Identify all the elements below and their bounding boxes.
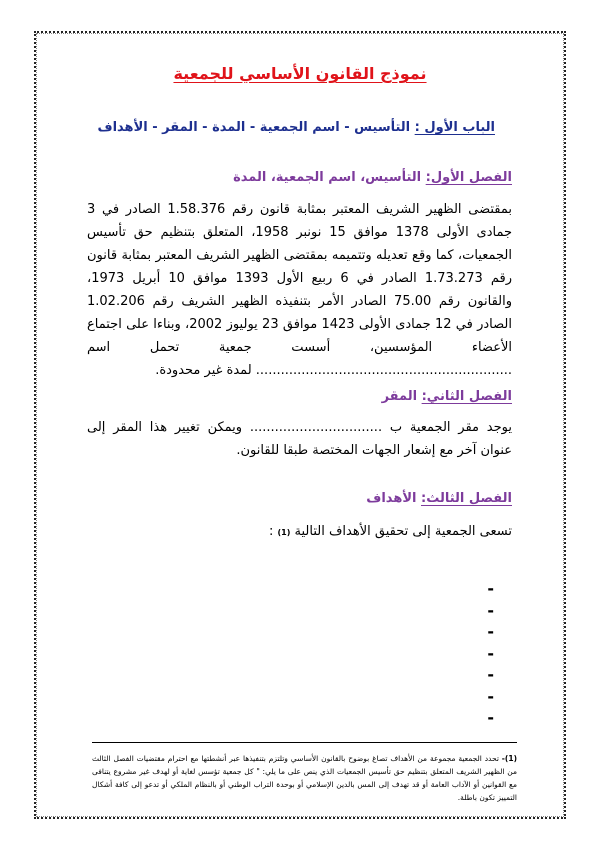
- section-1-heading-lead: الفصل الأول:: [425, 170, 512, 185]
- section-1-heading: [233, 170, 512, 185]
- footnote-number: (1)-: [501, 754, 517, 763]
- objective-item: -: [487, 686, 494, 706]
- objectives-list: [487, 578, 494, 729]
- document-title-text: نموذج القانون الأساسي للجمعية: [173, 64, 427, 83]
- section-2-heading-rest: المقر: [381, 389, 422, 404]
- section-3-heading: [366, 491, 512, 506]
- objective-item: -: [487, 600, 494, 620]
- objective-item: -: [487, 708, 494, 727]
- footnote: [92, 752, 517, 804]
- chapter-heading-lead: الباب الأول :: [414, 120, 495, 135]
- section-2-heading: [382, 389, 512, 404]
- document-title: [0, 64, 600, 83]
- section-3-intro: [87, 520, 512, 544]
- footnote-text: تحدد الجمعية مجموعة من الأهداف تصاغ بوضوح بالقانون الأساسي وتلتزم بتنفيذها عبر أنشطتها مع احترام مقتضيات الفصل الثالث من الظهير الشريف المتعلق بتنظيم حق تأسيس الجمعيات الذي ينص على ما يلي: " كل جمعية تؤسس لغاية أو لهدف غير مشروع يتنافى مع القوانين أو الآداب العامة أو قد تهدف إلى المس بالدين الإسلامي أو بوحدة التراب الوطني أو بالنظام الملكي أو تدعو إلى كافة أشكال التمييز تكون باطلة.: [92, 754, 517, 802]
- footnote-separator: [92, 742, 517, 743]
- section-1-heading-rest: التأسيس، اسم الجمعية، المدة: [233, 170, 426, 185]
- section-2-heading-lead: الفصل الثاني:: [421, 389, 512, 404]
- chapter-heading: [97, 120, 495, 135]
- section-2-body: يوجد مقر الجمعية ب ................................ ويمكن تغيير هذا المقر إلى عنوان آخر مع إشعار الجهات المختصة طبقا للقانون.: [87, 420, 512, 458]
- objective-item: -: [487, 622, 494, 641]
- section-1-body: بمقتضى الظهير الشريف المعتبر بمثابة قانون رقم 1.58.376 الصادر في 3 جمادى الأولى 1378 موافق 15 نونبر 1958، المتعلق بتنظيم حق تأسيس الجمعيات، كما وقع تعديله وتتميمه بمقتضى الظهير الشريف المعتبر بمثابة قانون رقم 1.73.273 الصادر في 6 ربيع الأول 1393 موافق 10 أبريل 1973، والقانون رقم 75.00 الصادر الأمر بتنفيذه الظهير الشريف رقم 1.02.206 الصادر في 12 جمادى الأولى 1423 موافق 23 يوليوز 2002، وبناءا على اجتماع الأعضاء المؤسسين، أسست جمعية تحمل اسم .............................................................. لمدة غير محدودة.: [87, 202, 512, 378]
- chapter-heading-rest: التأسيس - اسم الجمعية - المدة - المقر - الأهداف: [97, 120, 415, 135]
- section-3-heading-rest: الأهداف: [366, 491, 421, 506]
- section-3-intro-colon: :: [268, 524, 278, 539]
- objective-item: -: [487, 665, 494, 684]
- section-3-intro-text: تسعى الجمعية إلى تحقيق الأهداف التالية: [294, 524, 512, 539]
- section-3-heading-lead: الفصل الثالث:: [421, 491, 512, 506]
- objective-item: -: [487, 643, 494, 663]
- footnote-reference: (1): [277, 528, 291, 537]
- objective-item: -: [487, 579, 494, 598]
